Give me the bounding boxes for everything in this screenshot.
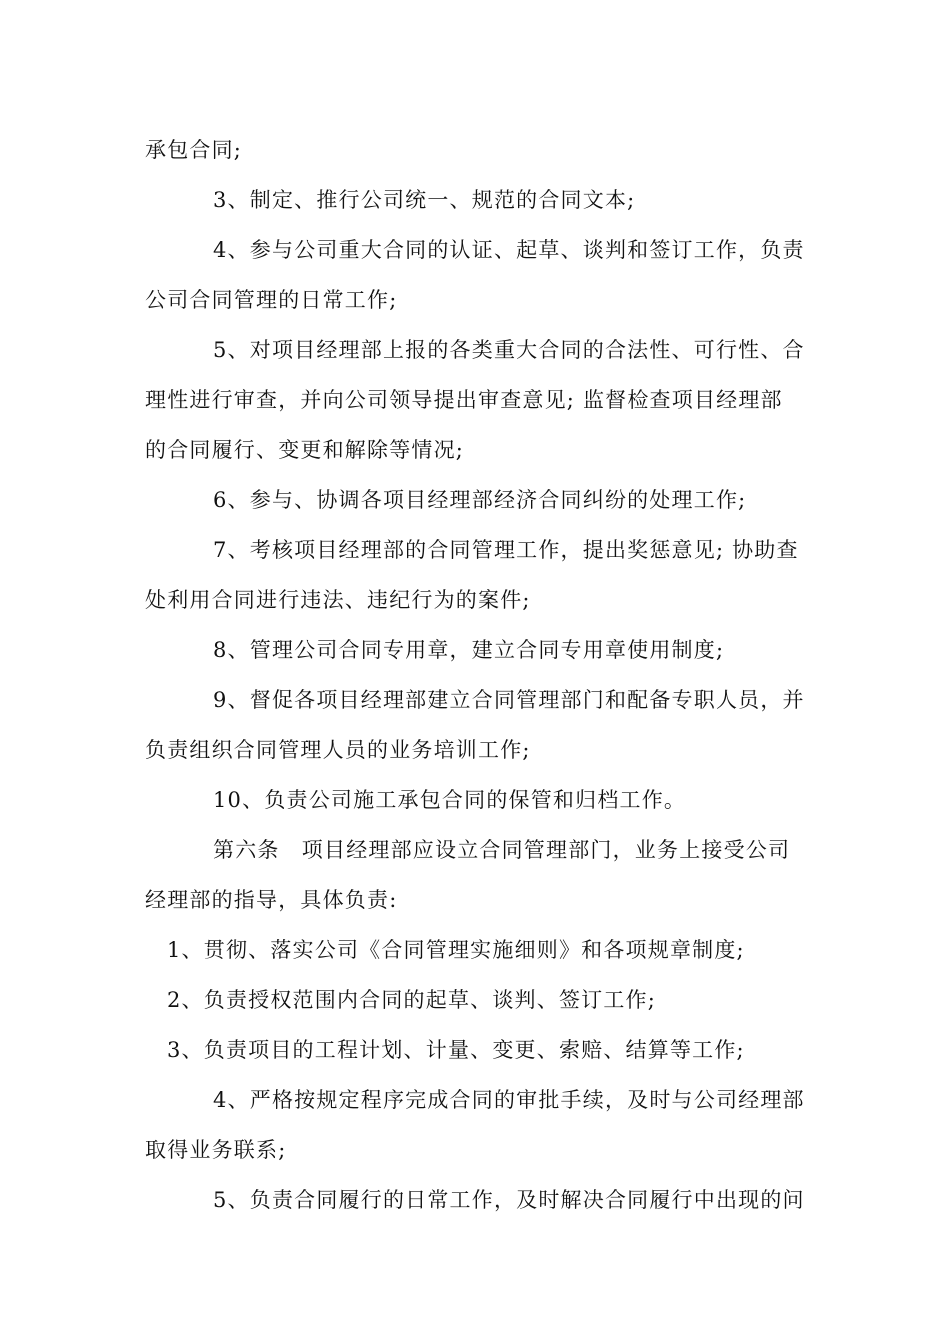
text-line: 1、贯彻、落实公司《合同管理实施细则》和各项规章制度;: [167, 938, 745, 962]
text-line: 4、参与公司重大合同的认证、起草、谈判和签订工作，负责: [213, 238, 805, 262]
text-line: 的合同履行、变更和解除等情况;: [145, 438, 465, 462]
text-line: 理性进行审查，并向公司领导提出审查意见; 监督检查项目经理部: [145, 388, 783, 412]
text-line: 负责组织合同管理人员的业务培训工作;: [145, 738, 531, 762]
text-line: 公司合同管理的日常工作;: [145, 288, 398, 312]
text-line: 5、负责合同履行的日常工作，及时解决合同履行中出现的问: [213, 1188, 805, 1212]
text-line: 7、考核项目经理部的合同管理工作，提出奖惩意见; 协助查: [213, 538, 799, 562]
text-line: 取得业务联系;: [145, 1138, 287, 1162]
text-line: 8、管理公司合同专用章，建立合同专用章使用制度;: [213, 638, 725, 662]
text-line: 5、对项目经理部上报的各类重大合同的合法性、可行性、合: [213, 338, 805, 362]
text-line: 9、督促各项目经理部建立合同管理部门和配备专职人员，并: [213, 688, 805, 712]
text-line: 4、严格按规定程序完成合同的审批手续，及时与公司经理部: [213, 1088, 805, 1112]
text-line: 处利用合同进行违法、违纪行为的案件;: [145, 588, 531, 612]
text-line: 经理部的指导，具体负责:: [145, 888, 398, 912]
text-line: 第六条 项目经理部应设立合同管理部门，业务上接受公司: [213, 838, 791, 862]
text-line: 3、负责项目的工程计划、计量、变更、索赔、结算等工作;: [167, 1038, 745, 1062]
text-line: 2、负责授权范围内合同的起草、谈判、签订工作;: [167, 988, 657, 1012]
text-line: 承包合同;: [145, 138, 243, 162]
text-line: 6、参与、协调各项目经理部经济合同纠纷的处理工作;: [213, 488, 747, 512]
text-line: 10、负责公司施工承包合同的保管和归档工作。: [213, 788, 687, 812]
text-line: 3、制定、推行公司统一、规范的合同文本;: [213, 188, 636, 212]
